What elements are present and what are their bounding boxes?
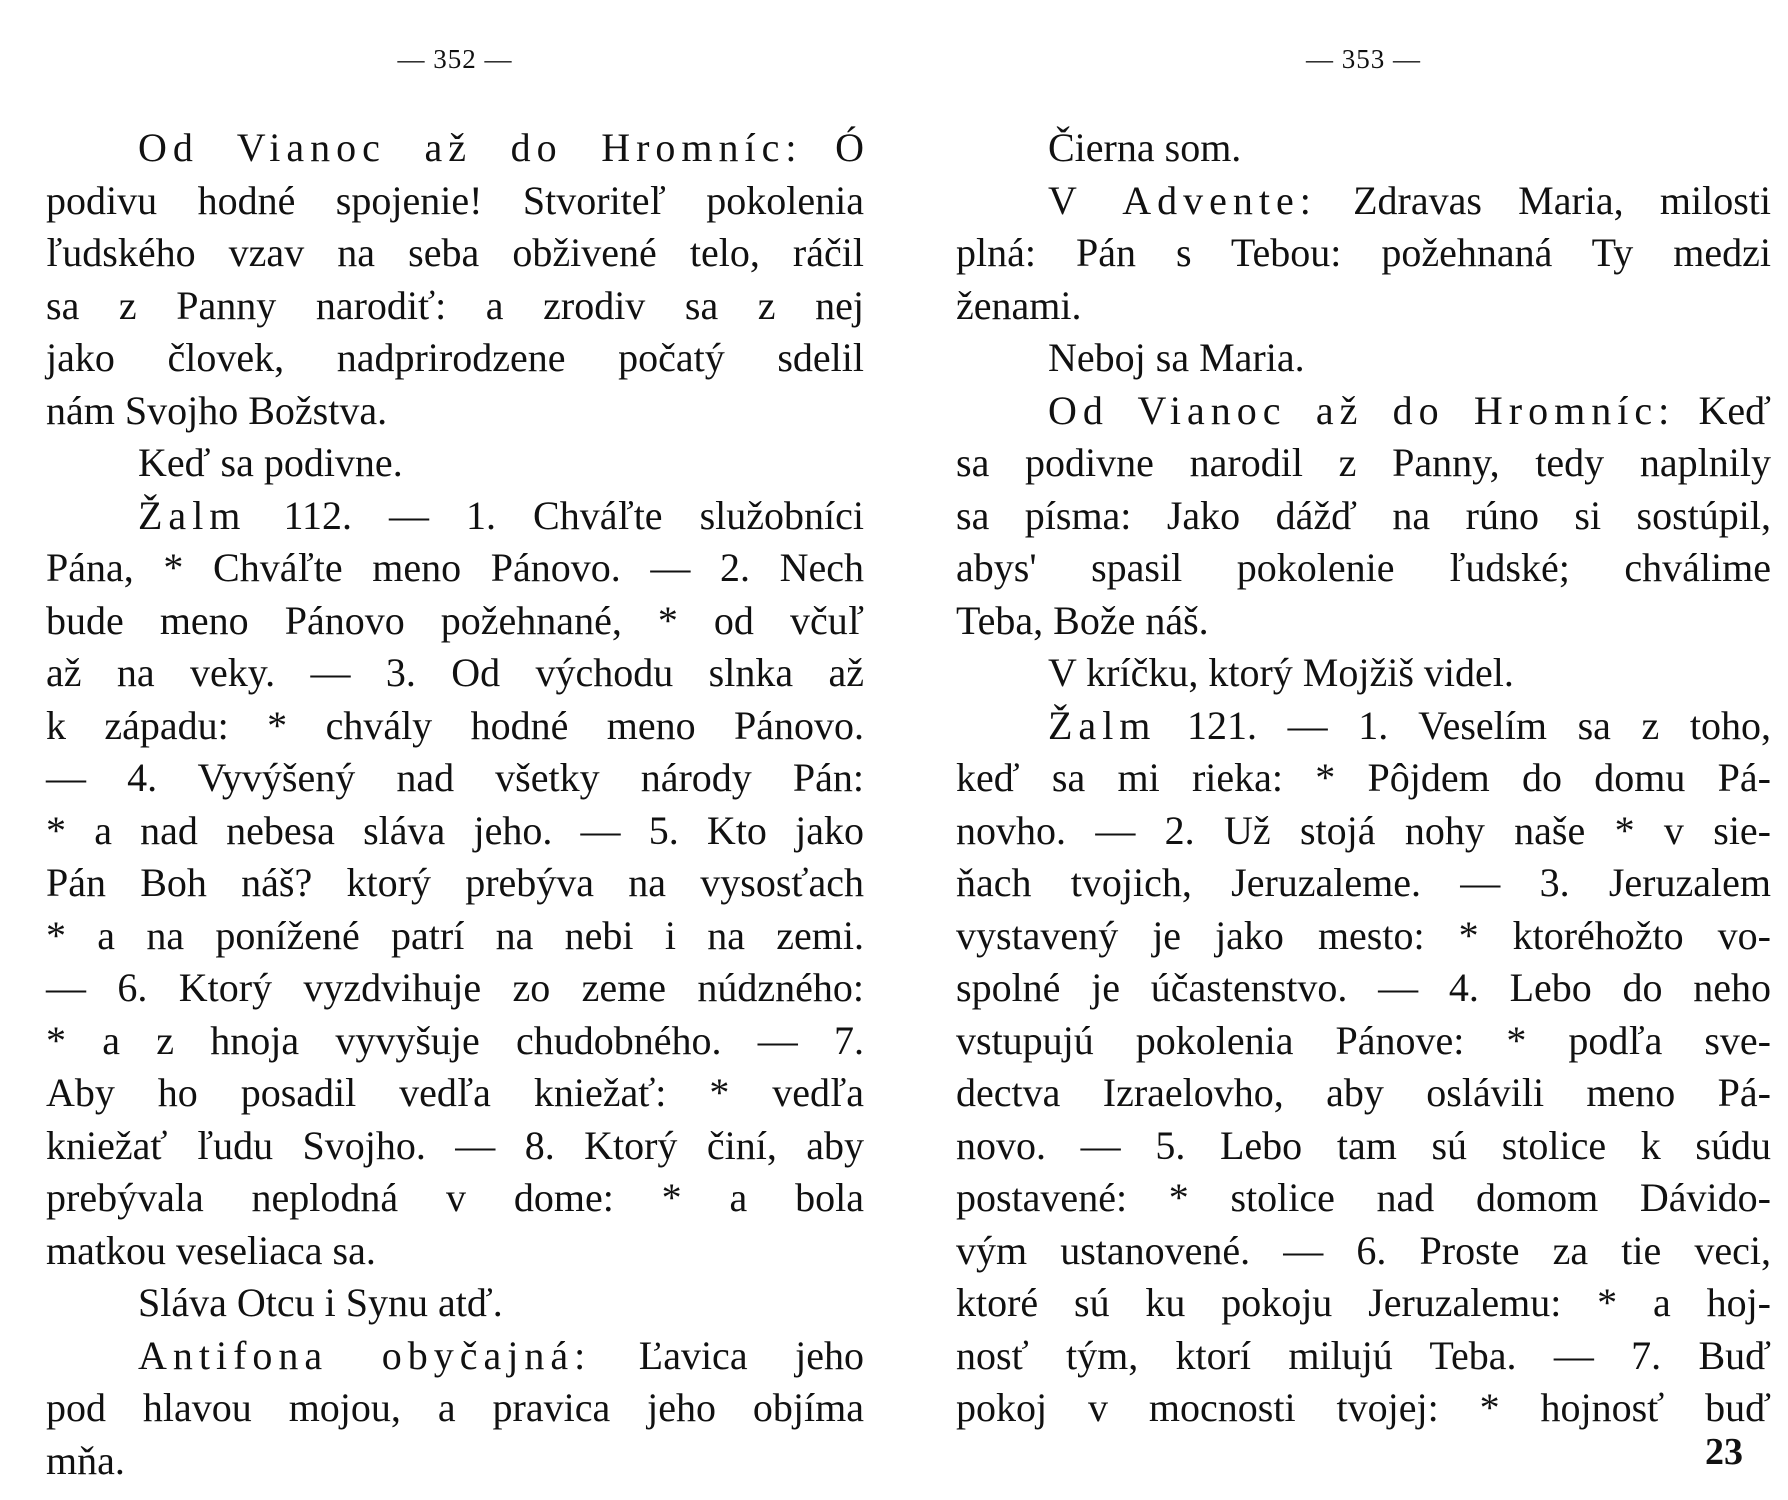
text-line [46, 1277, 864, 1330]
text-run: matkou veseliaca sa. [46, 1227, 376, 1273]
text-line [46, 962, 864, 1015]
text-run: novho. — 2. Už stojá nohy naše * v sie- [956, 807, 1771, 853]
text-line [956, 962, 1771, 1015]
text-run: dectva Izraelovho, aby oslávili meno Pá- [956, 1070, 1771, 1115]
text-run: Pán Boh náš? ktorý prebýva na vysosťach [46, 860, 864, 905]
text-line [956, 910, 1771, 963]
text-line [46, 385, 864, 438]
text-line [46, 1225, 864, 1278]
text-line [956, 752, 1771, 805]
text-run: sa podivne narodil z Panny, tedy naplnily [956, 440, 1771, 485]
text-run: — 6. Ktorý vyzdvihuje zo zeme núdzného: [46, 965, 864, 1010]
text-run: postavené: * stolice nad domom Dávido- [956, 1175, 1771, 1220]
text-run: mňa. [46, 1437, 125, 1483]
text-line [956, 1225, 1771, 1278]
text-line [46, 1435, 864, 1488]
text-run: V kríčku, ktorý Mojžiš videl. [1048, 650, 1514, 695]
text-line [46, 647, 864, 700]
text-run: Zdravas Maria, milosti [1316, 177, 1772, 223]
text-run: 121. — 1. Veselím sa z toho, [1156, 702, 1771, 748]
text-line [46, 1382, 864, 1435]
text-run: pokoj v mocnosti tvojej: * hojnosť buď [956, 1385, 1771, 1430]
text-run: Teba, Bože náš. [956, 597, 1209, 643]
text-line [46, 332, 864, 385]
text-run: Aby ho posadil vedľa kniežať: * vedľa [46, 1070, 864, 1115]
text-run: sa písma: Jako dážď na rúno si sostúpil, [956, 492, 1771, 538]
text-line [46, 1330, 864, 1383]
text-run: vým ustanovené. — 6. Proste za tie veci, [956, 1227, 1771, 1273]
text-line [956, 227, 1771, 280]
left-page [46, 0, 864, 1500]
text-line [46, 1172, 864, 1225]
text-line [46, 1120, 864, 1173]
text-line [956, 490, 1771, 543]
text-line [46, 752, 864, 805]
text-run: nosť tým, ktorí milujú Teba. — 7. Buď [956, 1332, 1771, 1378]
text-line [46, 595, 864, 648]
page-number: — 353 — [1306, 44, 1421, 74]
text-line [956, 595, 1771, 648]
text-line [956, 1172, 1771, 1225]
text-line [46, 227, 864, 280]
text-line [46, 805, 864, 858]
page-number: — 352 — [397, 44, 513, 74]
text-run: ženami. [956, 282, 1082, 328]
text-run: vystavený je jako mesto: * ktoréhožto vo- [956, 912, 1771, 958]
text-run: spolné je účastenstvo. — 4. Lebo do neho [956, 965, 1771, 1010]
text-run: nám Svojho Božstva. [46, 387, 388, 433]
text-run: pod hlavou mojou, a pravica jeho objíma [46, 1385, 864, 1430]
text-run: novo. — 5. Lebo tam sú stolice k súdu [956, 1122, 1771, 1168]
text-line [46, 490, 864, 543]
text-run: ktoré sú ku pokoju Jeruzalemu: * a hoj- [956, 1280, 1771, 1325]
text-line [956, 542, 1771, 595]
text-line [46, 280, 864, 333]
text-run: Keď sa podivne. [138, 440, 403, 485]
text-line [46, 122, 864, 175]
text-line [956, 1330, 1771, 1383]
text-run: Neboj sa Maria. [1048, 335, 1305, 380]
text-run: bude meno Pánovo požehnané, * od včuľ [46, 597, 864, 643]
text-run: až na veky. — 3. Od východu slnka až [46, 650, 864, 695]
text-run: Ó [802, 125, 865, 170]
text-run: ľudského vzav na seba obživené telo, ráčil [46, 230, 864, 275]
text-run: abys' spasil pokolenie ľudské; chválime [956, 545, 1771, 590]
text-run: ňach tvojich, Jeruzaleme. — 3. Jeruzalem [956, 860, 1771, 905]
text-line [956, 122, 1771, 175]
spaced-heading: Žalm [138, 492, 247, 538]
page-text [956, 122, 1771, 1435]
text-line [956, 437, 1771, 490]
text-line [956, 175, 1771, 228]
text-run: jako človek, nadprirodzene počatý sdelil [46, 335, 864, 380]
text-run: * a na ponížené patrí na nebi i na zemi. [46, 912, 864, 958]
text-line [956, 332, 1771, 385]
text-run: prebývala neplodná v dome: * a bola [46, 1175, 864, 1220]
text-line [956, 1120, 1771, 1173]
text-run: Keď [1675, 387, 1772, 433]
text-run: * a nad nebesa sláva jeho. — 5. Kto jako [46, 807, 864, 853]
text-run: plná: Pán s Tebou: požehnaná Ty medzi [956, 230, 1771, 275]
text-line [46, 437, 864, 490]
text-line [46, 857, 864, 910]
text-run: vstupujú pokolenia Pánove: * podľa sve- [956, 1017, 1771, 1063]
spaced-heading: Od Vianoc až do Hromníc: [1048, 387, 1676, 433]
text-line [956, 1382, 1771, 1435]
spaced-heading: Žalm [1048, 702, 1157, 748]
text-run: k západu: * chvály hodné meno Pánovo. [46, 702, 864, 748]
text-run: — 4. Vyvýšený nad všetky národy Pán: [46, 755, 864, 800]
text-line [46, 700, 864, 753]
signature-mark: 23 [1705, 1431, 1743, 1473]
text-line [956, 1015, 1771, 1068]
spaced-heading: V Advente: [1048, 177, 1317, 223]
text-line [46, 1067, 864, 1120]
text-line [956, 280, 1771, 333]
text-line [46, 1015, 864, 1068]
text-line [956, 1067, 1771, 1120]
text-line [956, 385, 1771, 438]
right-page [956, 0, 1771, 1500]
text-line [46, 175, 864, 228]
text-run: Ľavica jeho [591, 1332, 864, 1378]
text-line [956, 1277, 1771, 1330]
text-run: Sláva Otcu i Synu atď. [138, 1280, 503, 1325]
text-run: podivu hodné spojenie! Stvoriteľ pokolenia [46, 177, 864, 223]
text-line [46, 910, 864, 963]
text-run: Čierna som. [1048, 125, 1242, 170]
page-text [46, 122, 864, 1487]
text-line [46, 542, 864, 595]
text-run: Pána, * Chváľte meno Pánovo. — 2. Nech [46, 545, 864, 590]
text-line [956, 805, 1771, 858]
text-run: keď sa mi rieka: * Pôjdem do domu Pá- [956, 755, 1771, 800]
text-run: kniežať ľudu Svojho. — 8. Ktorý činí, aby [46, 1122, 864, 1168]
text-run: * a z hnoja vyvyšuje chudobného. — 7. [46, 1017, 864, 1063]
spaced-heading: Od Vianoc až do Hromníc: [138, 125, 803, 170]
text-line [956, 857, 1771, 910]
spaced-heading: Antifona obyčajná: [138, 1332, 592, 1378]
text-run: 112. — 1. Chváľte služobníci [246, 492, 864, 538]
text-line [956, 647, 1771, 700]
text-line [956, 700, 1771, 753]
text-run: sa z Panny narodiť: a zrodiv sa z nej [46, 282, 864, 328]
